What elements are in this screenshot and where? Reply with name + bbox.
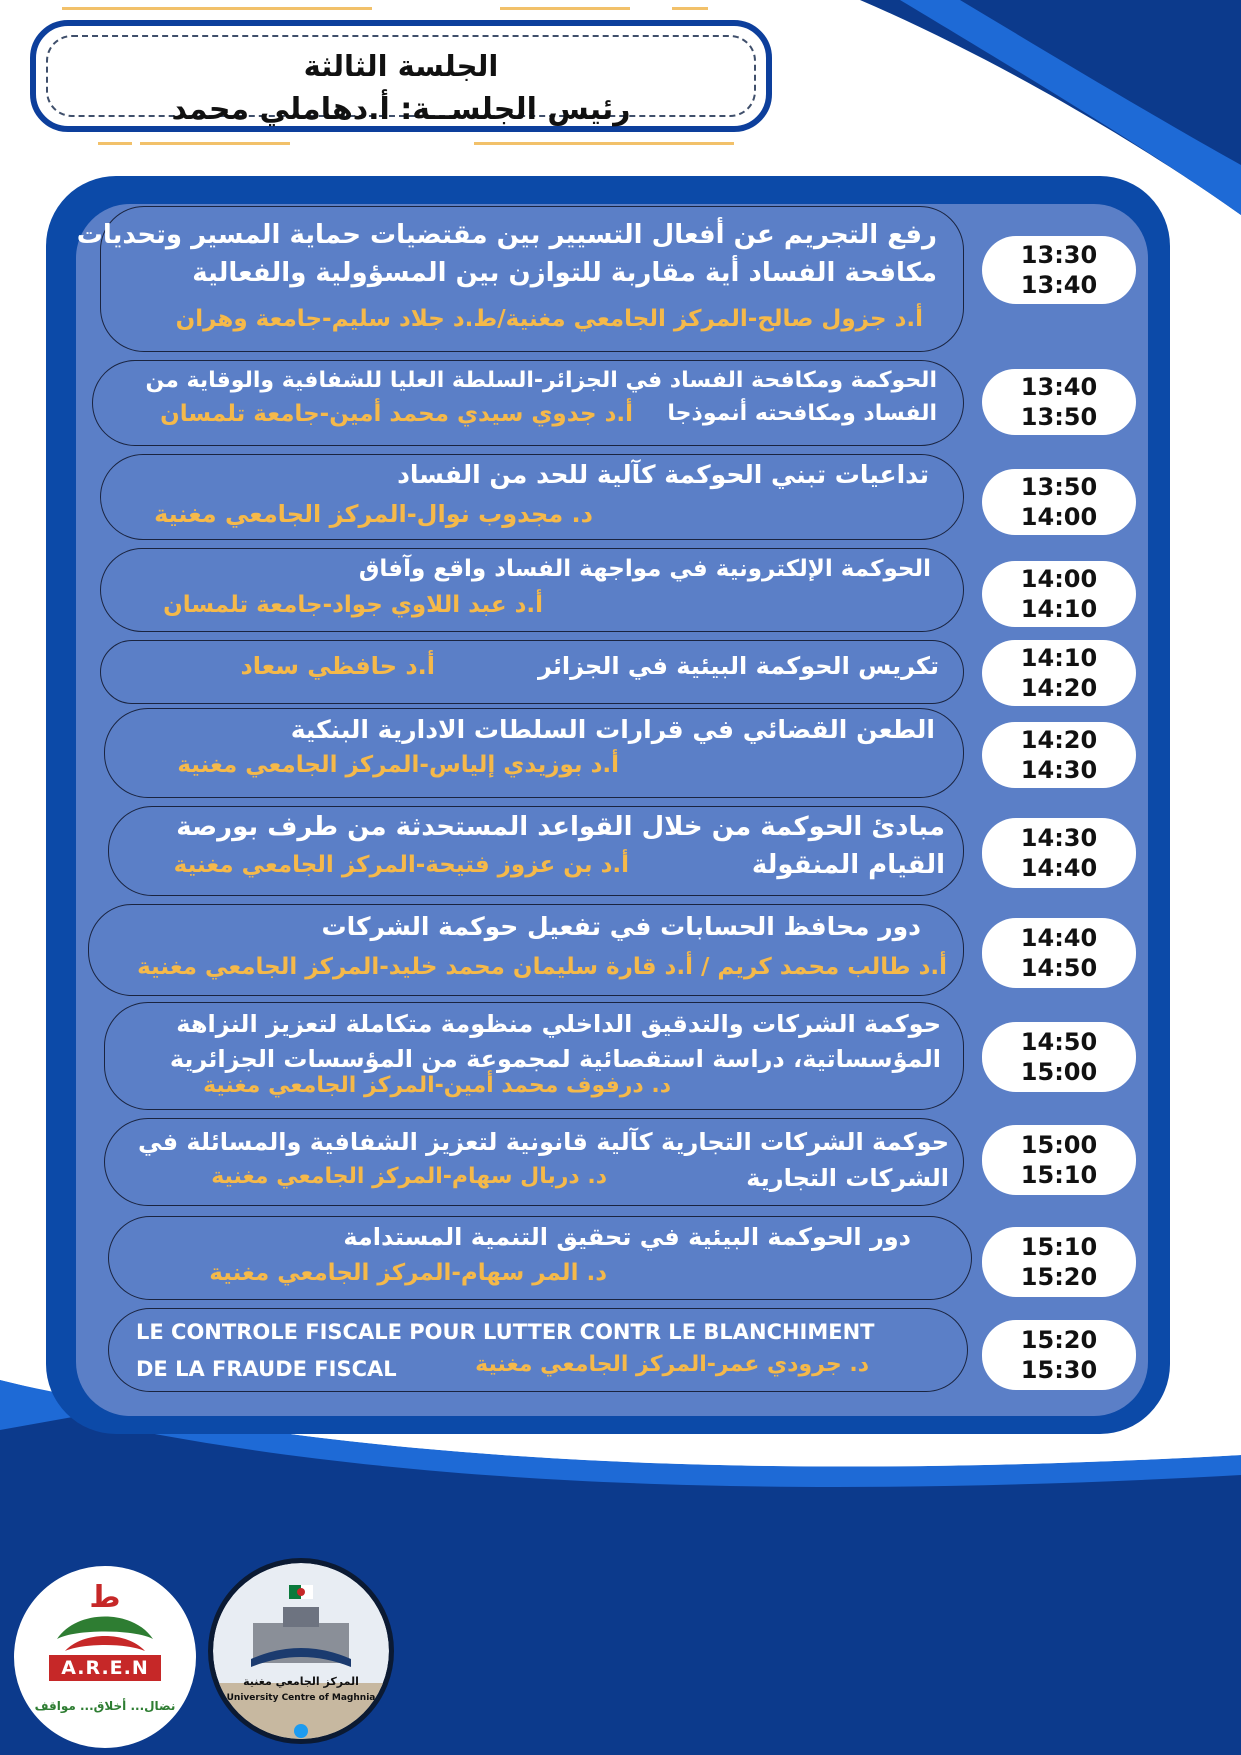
talk-title-line2: DE LA FRAUDE FISCAL bbox=[136, 1357, 397, 1381]
time-start: 14:30 bbox=[1020, 824, 1098, 852]
talk-author: د. المر سهام-المركز الجامعي مغنية bbox=[209, 1260, 607, 1286]
time-end: 15:00 bbox=[1020, 1058, 1098, 1086]
time-start: 14:50 bbox=[1020, 1028, 1098, 1056]
talk-author: أ.د طالب محمد كريم / أ.د قارة سليمان محمد خليد-المركز الجامعي مغنية bbox=[137, 954, 947, 980]
time-end: 15:10 bbox=[1020, 1161, 1098, 1189]
talk-author: أ.د جدوي سيدي محمد أمين-جامعة تلمسان bbox=[160, 401, 633, 427]
talk-title: الحوكمة ومكافحة الفساد في الجزائر-السلطة العليا للشفافية والوقاية من bbox=[145, 368, 937, 393]
svg-text:ط: ط bbox=[89, 1580, 121, 1615]
university-name-ar: المركز الجامعي مغنية bbox=[243, 1675, 359, 1688]
talk-title: تداعيات تبني الحوكمة كآلية للحد من الفساد bbox=[397, 460, 929, 489]
session-title: الجلسة الثالثة bbox=[303, 49, 499, 83]
aren-logo bbox=[14, 1566, 196, 1748]
talk-title-line2: المؤسساتية، دراسة استقصائية لمجموعة من المؤسسات الجزائرية bbox=[169, 1045, 941, 1073]
aren-logo-text: A.R.E.N bbox=[61, 1657, 149, 1679]
time-start: 14:10 bbox=[1020, 644, 1098, 672]
time-end: 14:00 bbox=[1020, 503, 1098, 531]
talk-title: حوكمة الشركات والتدقيق الداخلي منظومة متكاملة لتعزيز النزاهة bbox=[176, 1010, 941, 1038]
talk-title: دور الحوكمة البيئية في تحقيق التنمية المستدامة bbox=[343, 1223, 911, 1251]
time-slot bbox=[982, 1227, 1136, 1297]
talk-author: أ.د بوزيدي إلياس-المركز الجامعي مغنية bbox=[177, 752, 619, 778]
talk-title: LE CONTROLE FISCALE POUR LUTTER CONTR LE BLANCHIMENT bbox=[136, 1320, 875, 1344]
talk-author: د. دربال سهام-المركز الجامعي مغنية bbox=[211, 1164, 607, 1189]
talk-author: أ.د عبد اللاوي جواد-جامعة تلمسان bbox=[163, 592, 543, 618]
time-start: 14:20 bbox=[1020, 726, 1098, 754]
time-end: 14:30 bbox=[1020, 756, 1098, 784]
talk-title-line2: الشركات التجارية bbox=[746, 1164, 949, 1192]
time-slot bbox=[982, 1125, 1136, 1195]
talk-title: مبادئ الحوكمة من خلال القواعد المستحدثة من طرف بورصة bbox=[176, 812, 945, 842]
talk-title: رفع التجريم عن أفعال التسيير بين مقتضيات حماية المسير وتحديات bbox=[76, 220, 937, 250]
time-start: 15:10 bbox=[1020, 1233, 1098, 1261]
talk-author: أ.د جزول صالح-المركز الجامعي مغنية/ط.د جلاد سليم-جامعة وهران bbox=[175, 306, 923, 332]
time-slot bbox=[982, 918, 1136, 988]
gold-line bbox=[672, 7, 708, 10]
time-start: 14:00 bbox=[1020, 565, 1098, 593]
time-slot bbox=[982, 722, 1136, 788]
talk-title-line2: القيام المنقولة bbox=[751, 850, 945, 880]
talk-author: د. جرودي عمر-المركز الجامعي مغنية bbox=[475, 1352, 869, 1377]
university-name-en: University Centre of Maghnia bbox=[226, 1693, 376, 1703]
time-slot bbox=[982, 469, 1136, 535]
time-start: 13:40 bbox=[1020, 373, 1098, 401]
session-header bbox=[30, 20, 772, 132]
talk-title: تكريس الحوكمة البيئية في الجزائر bbox=[537, 652, 939, 680]
gold-line bbox=[474, 142, 734, 145]
aren-logo-motto: نضال... أخلاق... مواقف bbox=[34, 1699, 176, 1713]
talk-author: أ.د بن عزوز فتيحة-المركز الجامعي مغنية bbox=[173, 852, 629, 878]
time-end: 15:20 bbox=[1020, 1263, 1098, 1291]
university-logo bbox=[208, 1558, 394, 1744]
session-header-frame bbox=[46, 35, 756, 127]
university-emblem-icon bbox=[213, 1563, 389, 1739]
talk-author: د. درفوف محمد أمين-المركز الجامعي مغنية bbox=[203, 1073, 671, 1098]
time-end: 14:10 bbox=[1020, 595, 1098, 623]
talk-author: أ.د حافظي سعاد bbox=[240, 652, 435, 680]
time-slot bbox=[982, 640, 1136, 706]
time-slot bbox=[982, 1022, 1136, 1092]
gold-line bbox=[62, 7, 372, 10]
gold-line bbox=[98, 142, 132, 145]
time-end: 13:50 bbox=[1020, 403, 1098, 431]
talk-author: د. مجدوب نوال-المركز الجامعي مغنية bbox=[154, 500, 593, 528]
time-end: 15:30 bbox=[1020, 1356, 1098, 1384]
talk-title-line2: الفساد ومكافحته أنموذجا bbox=[667, 401, 937, 426]
time-slot bbox=[982, 818, 1136, 888]
talk-title: الحوكمة الإلكترونية في مواجهة الفساد واقع وآفاق bbox=[358, 556, 931, 582]
time-start: 13:30 bbox=[1020, 241, 1098, 269]
talk-title-line2: مكافحة الفساد أية مقاربة للتوازن بين المسؤولية والفعالية bbox=[192, 258, 937, 288]
time-start: 15:20 bbox=[1020, 1326, 1098, 1354]
gold-line bbox=[140, 142, 290, 145]
talk-title: حوكمة الشركات التجارية كآلية قانونية لتعزيز الشفافية والمسائلة في bbox=[138, 1128, 949, 1156]
time-end: 14:20 bbox=[1020, 674, 1098, 702]
time-slot bbox=[982, 369, 1136, 435]
time-slot bbox=[982, 236, 1136, 304]
talk-title: دور محافظ الحسابات في تفعيل حوكمة الشركات bbox=[321, 912, 921, 941]
time-start: 14:40 bbox=[1020, 924, 1098, 952]
session-chair: رئيس الجلســة: أ.دهاملي محمد bbox=[171, 92, 631, 127]
gold-line bbox=[500, 7, 630, 10]
time-end: 14:50 bbox=[1020, 954, 1098, 982]
time-slot bbox=[982, 1320, 1136, 1390]
time-slot bbox=[982, 561, 1136, 627]
talk-title: الطعن القضائي في قرارات السلطات الادارية البنكية bbox=[290, 715, 935, 744]
time-end: 14:40 bbox=[1020, 854, 1098, 882]
time-start: 13:50 bbox=[1020, 473, 1098, 501]
time-start: 15:00 bbox=[1020, 1131, 1098, 1159]
time-end: 13:40 bbox=[1020, 271, 1098, 299]
